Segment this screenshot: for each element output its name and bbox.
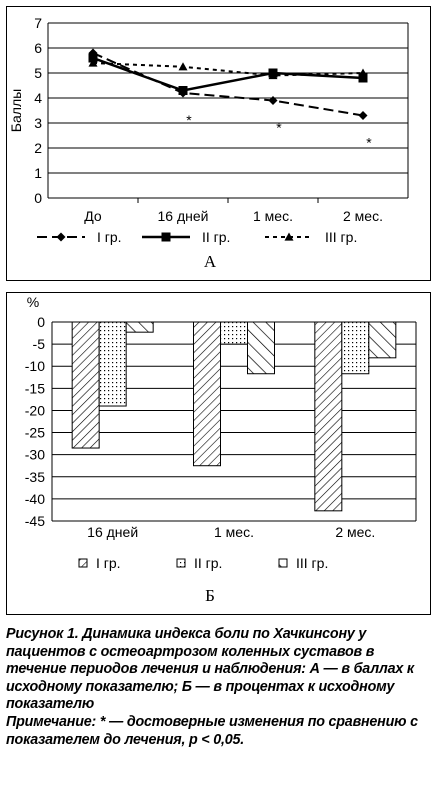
legend-item bbox=[142, 229, 230, 245]
y-tick-label: -10 bbox=[24, 358, 45, 375]
legend-swatch bbox=[79, 559, 87, 567]
x-tick-label: До bbox=[84, 208, 102, 224]
bar bbox=[369, 322, 396, 358]
chart-panel-b bbox=[6, 292, 431, 615]
y-tick-label: -15 bbox=[24, 380, 45, 397]
data-point bbox=[269, 96, 278, 105]
data-point bbox=[359, 111, 368, 120]
bar bbox=[72, 322, 99, 448]
panel-label: А bbox=[203, 252, 217, 271]
y-tick-label: 0 bbox=[34, 190, 42, 206]
legend-label: I гр. bbox=[97, 229, 122, 245]
bar bbox=[194, 322, 221, 466]
y-tick-label: 0 bbox=[37, 314, 45, 330]
y-tick-label: -40 bbox=[24, 490, 45, 507]
legend-item bbox=[279, 555, 328, 571]
y-tick-label: -25 bbox=[24, 424, 45, 441]
x-tick-label: 1 мес. bbox=[214, 524, 254, 540]
data-point bbox=[57, 233, 66, 242]
unit-label: % bbox=[26, 294, 40, 310]
legend-label: II гр. bbox=[202, 229, 231, 245]
bar bbox=[342, 322, 369, 374]
bar bbox=[221, 322, 248, 344]
x-tick-label: 16 дней bbox=[87, 524, 139, 540]
y-tick-label: 5 bbox=[34, 65, 42, 81]
caption-note: Примечание: * — достоверные изменения по сравнению с показателем до лечения, р < 0,05. bbox=[6, 713, 418, 748]
series-line bbox=[93, 58, 363, 91]
legend-item bbox=[177, 555, 222, 571]
x-tick-label: 2 мес. bbox=[343, 208, 383, 224]
y-tick-label: -5 bbox=[32, 336, 45, 353]
data-point bbox=[162, 233, 171, 242]
legend-label: III гр. bbox=[296, 555, 329, 571]
legend-label: II гр. bbox=[194, 555, 223, 571]
figure-caption bbox=[6, 626, 434, 749]
legend-item bbox=[37, 229, 122, 245]
bar bbox=[315, 322, 342, 511]
significance-mark: * bbox=[366, 134, 372, 151]
legend-swatch bbox=[177, 559, 185, 567]
bar bbox=[248, 322, 275, 374]
y-tick-label: -20 bbox=[24, 402, 45, 419]
y-tick-label: 1 bbox=[34, 165, 42, 181]
legend-label: III гр. bbox=[325, 229, 358, 245]
series bbox=[89, 49, 368, 121]
y-tick-label: 7 bbox=[34, 15, 42, 31]
x-tick-label: 16 дней bbox=[157, 208, 209, 224]
y-tick-label: 2 bbox=[34, 140, 42, 156]
series-line bbox=[93, 53, 363, 116]
x-tick-label: 2 мес. bbox=[335, 524, 376, 540]
chart-panel-a bbox=[6, 6, 431, 281]
y-axis-label: Баллы bbox=[8, 88, 24, 133]
y-tick-label: -30 bbox=[24, 446, 45, 463]
y-tick-label: -45 bbox=[24, 513, 45, 529]
panel-label: Б bbox=[205, 586, 215, 605]
legend-swatch bbox=[279, 559, 287, 567]
caption-title: Рисунок 1. Динамика индекса боли по Хачкинсону у пациентов с остеоартрозом коленных суставов в течение периодов лечения и наблюдения: А — в баллах к исходному показателю; Б — в процентах к исходному показателю bbox=[6, 626, 414, 713]
bar bbox=[126, 322, 153, 332]
y-tick-label: 6 bbox=[34, 40, 42, 56]
legend-item bbox=[265, 229, 357, 245]
line-chart bbox=[7, 7, 430, 280]
x-tick-label: 1 мес. bbox=[253, 208, 293, 224]
significance-mark: * bbox=[186, 111, 192, 128]
significance-mark: * bbox=[276, 119, 282, 136]
bar bbox=[99, 322, 126, 406]
y-tick-label: 3 bbox=[34, 115, 42, 131]
legend-label: I гр. bbox=[96, 555, 121, 571]
legend-item bbox=[79, 555, 121, 571]
y-tick-label: -35 bbox=[24, 468, 45, 485]
y-tick-label: 4 bbox=[34, 90, 42, 106]
bar-chart bbox=[7, 293, 430, 614]
data-point bbox=[179, 62, 188, 70]
data-point bbox=[179, 86, 188, 95]
